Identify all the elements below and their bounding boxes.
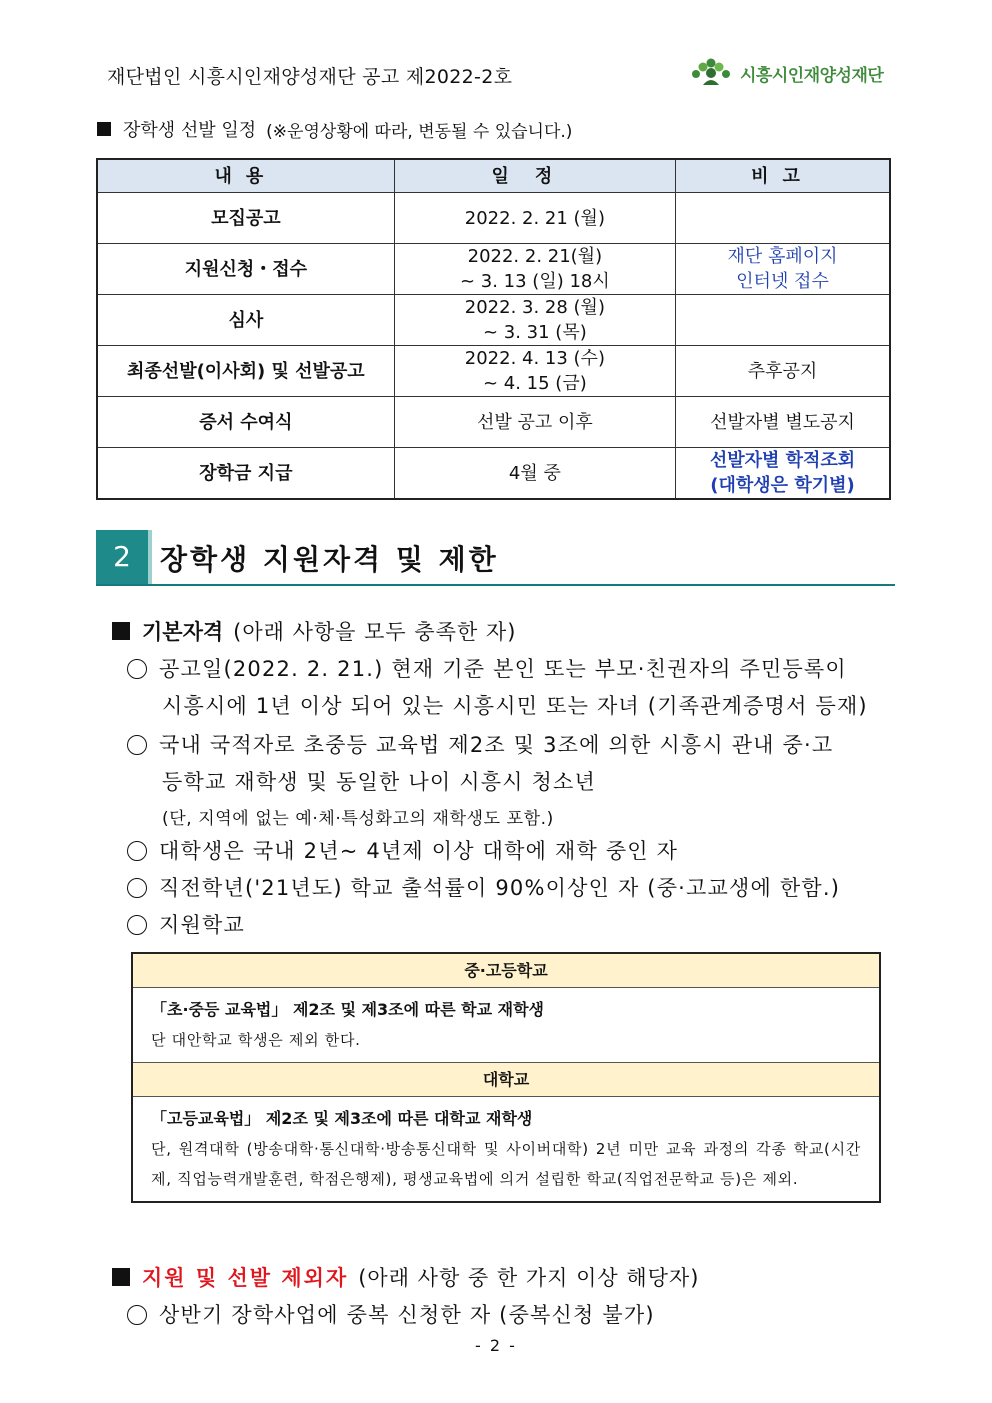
exclusion-heading — [112, 1262, 699, 1292]
list-item-continuation: 시흥시에 1년 이상 되어 있는 시흥시민 또는 자녀 (기족관계증명서 등재) — [162, 694, 868, 718]
university-law: 「고등교육법」 제2조 및 제3조에 따른 대학교 재학생 — [151, 1109, 533, 1128]
col-header-date: 일정 — [394, 159, 675, 193]
row-date-line: 2022. 2. 21(월) — [467, 246, 603, 267]
page-number: - 2 - — [475, 1336, 517, 1355]
university-note: 단, 원격대학 (방송대학·통신대학·방송통신대학 및 사이버대학) 2년 미만 교육 과정의 각종 학교(시간제, 직업능력개발훈련, 학점은행제), 평생교육법에 의거 설립한 학교(직업전문학교 등)은 제외. — [151, 1140, 861, 1188]
list-item — [127, 653, 847, 683]
list-item-text: 국내 국적자로 초중등 교육법 제2조 및 3조에 의한 시흥시 관내 중·고 — [159, 733, 834, 757]
exclusion-title: 지원 및 선발 제외자 — [142, 1266, 349, 1290]
middle-high-note: 단 대안학교 학생은 제외 한다. — [151, 1031, 361, 1049]
col-header-remark: 비고 — [676, 159, 890, 193]
section-number: 2 — [96, 530, 148, 584]
square-bullet-icon — [97, 122, 111, 136]
school-criteria-box — [131, 952, 881, 1203]
row-date: 4월 중 — [394, 448, 675, 500]
row-remark: 추후공지 — [676, 346, 890, 397]
list-item-text: 대학생은 국내 2년~ 4년제 이상 대학에 재학 중인 자 — [159, 839, 679, 863]
university-header: 대학교 — [133, 1062, 879, 1097]
basic-heading-note: (아래 사항을 모두 충족한 자) — [233, 620, 517, 644]
row-date-line: ~ 4. 15 (금) — [482, 373, 587, 394]
row-date-line: ~ 3. 31 (목) — [482, 322, 587, 343]
section-heading — [96, 530, 895, 586]
logo-emblem-icon — [688, 57, 734, 89]
row-remark — [676, 448, 890, 500]
circle-bullet-icon — [127, 878, 147, 898]
exclusion-note: (아래 사항 중 한 가지 이상 해당자) — [358, 1266, 700, 1290]
row-remark — [676, 244, 890, 295]
circle-bullet-icon — [127, 841, 147, 861]
row-label: 증서 수여식 — [97, 397, 394, 448]
schedule-note: (※운영상황에 따라, 변동될 수 있습니다.) — [266, 121, 573, 142]
row-label: 모집공고 — [97, 193, 394, 244]
list-item — [127, 729, 833, 759]
middle-high-law: 「초·중등 교육법」 제2조 및 제3조에 따른 학교 재학생 — [151, 1000, 545, 1019]
table-row — [97, 193, 890, 244]
table-row — [97, 346, 890, 397]
row-remark-line: 인터넷 접수 — [736, 271, 829, 292]
section-title: 장학생 지원자격 및 제한 — [160, 543, 499, 576]
section-accent-bar — [148, 530, 152, 584]
row-date-line: ~ 3. 13 (일) 18시 — [459, 271, 610, 292]
row-label: 장학금 지급 — [97, 448, 394, 500]
notice-number: 재단법인 시흥시인재양성재단 공고 제2022-2호 — [107, 66, 513, 88]
table-row — [97, 244, 890, 295]
list-item-text: 지원학교 — [159, 913, 245, 937]
table-row — [97, 295, 890, 346]
square-bullet-icon — [112, 622, 130, 640]
row-date — [394, 244, 675, 295]
list-item-continuation: 등학교 재학생 및 동일한 나이 시흥시 청소년 — [162, 770, 596, 794]
list-item-text: 상반기 장학사업에 중복 신청한 자 (중복신청 불가) — [159, 1303, 655, 1327]
row-date-line: 2022. 2. 21 (월) — [464, 207, 605, 229]
circle-bullet-icon — [127, 659, 147, 679]
list-item — [127, 909, 245, 939]
table-header-row — [97, 159, 890, 193]
col-header-content: 내용 — [97, 159, 394, 193]
row-remark-line: 선발자별 학적조회 — [709, 450, 856, 471]
circle-bullet-icon — [127, 735, 147, 755]
row-remark-line: 재단 홈페이지 — [727, 246, 838, 267]
row-date-line: 2022. 3. 28 (월) — [464, 297, 605, 318]
list-item — [127, 872, 840, 902]
square-bullet-icon — [112, 1268, 130, 1286]
list-item — [127, 1299, 655, 1329]
schedule-section-title — [97, 116, 572, 142]
schedule-title: 장학생 선발 일정 — [123, 120, 257, 141]
foundation-logo — [688, 57, 883, 89]
row-date — [394, 193, 675, 244]
row-label: 최종선발(이사회) 및 선발공고 — [97, 346, 394, 397]
middle-high-body — [133, 988, 879, 1062]
logo-text: 시흥시인재양성재단 — [740, 65, 884, 86]
schedule-table — [96, 158, 891, 500]
table-row — [97, 448, 890, 500]
basic-qualification-heading — [112, 616, 516, 646]
list-item-note: (단, 지역에 없는 예·체·특성화고의 재학생도 포함.) — [162, 809, 554, 829]
table-row — [97, 397, 890, 448]
row-remark-line: (대학생은 학기별) — [710, 475, 855, 496]
row-label: 지원신청・접수 — [97, 244, 394, 295]
row-date-line: 2022. 4. 13 (수) — [464, 348, 605, 369]
row-date: 선발 공고 이후 — [394, 397, 675, 448]
row-date — [394, 295, 675, 346]
row-remark: 선발자별 별도공지 — [676, 397, 890, 448]
row-date — [394, 346, 675, 397]
university-body — [133, 1097, 879, 1201]
row-remark — [676, 295, 890, 346]
circle-bullet-icon — [127, 915, 147, 935]
list-item-text: 공고일(2022. 2. 21.) 현재 기준 본인 또는 부모·친권자의 주민등록이 — [159, 657, 847, 681]
middle-high-header: 중·고등학교 — [133, 954, 879, 988]
row-remark — [676, 193, 890, 244]
row-label: 심사 — [97, 295, 394, 346]
list-item — [127, 835, 678, 865]
circle-bullet-icon — [127, 1305, 147, 1325]
list-item-text: 직전학년('21년도) 학교 출석률이 90%이상인 자 (중·고교생에 한함.) — [159, 876, 841, 900]
basic-heading: 기본자격 — [142, 620, 224, 644]
